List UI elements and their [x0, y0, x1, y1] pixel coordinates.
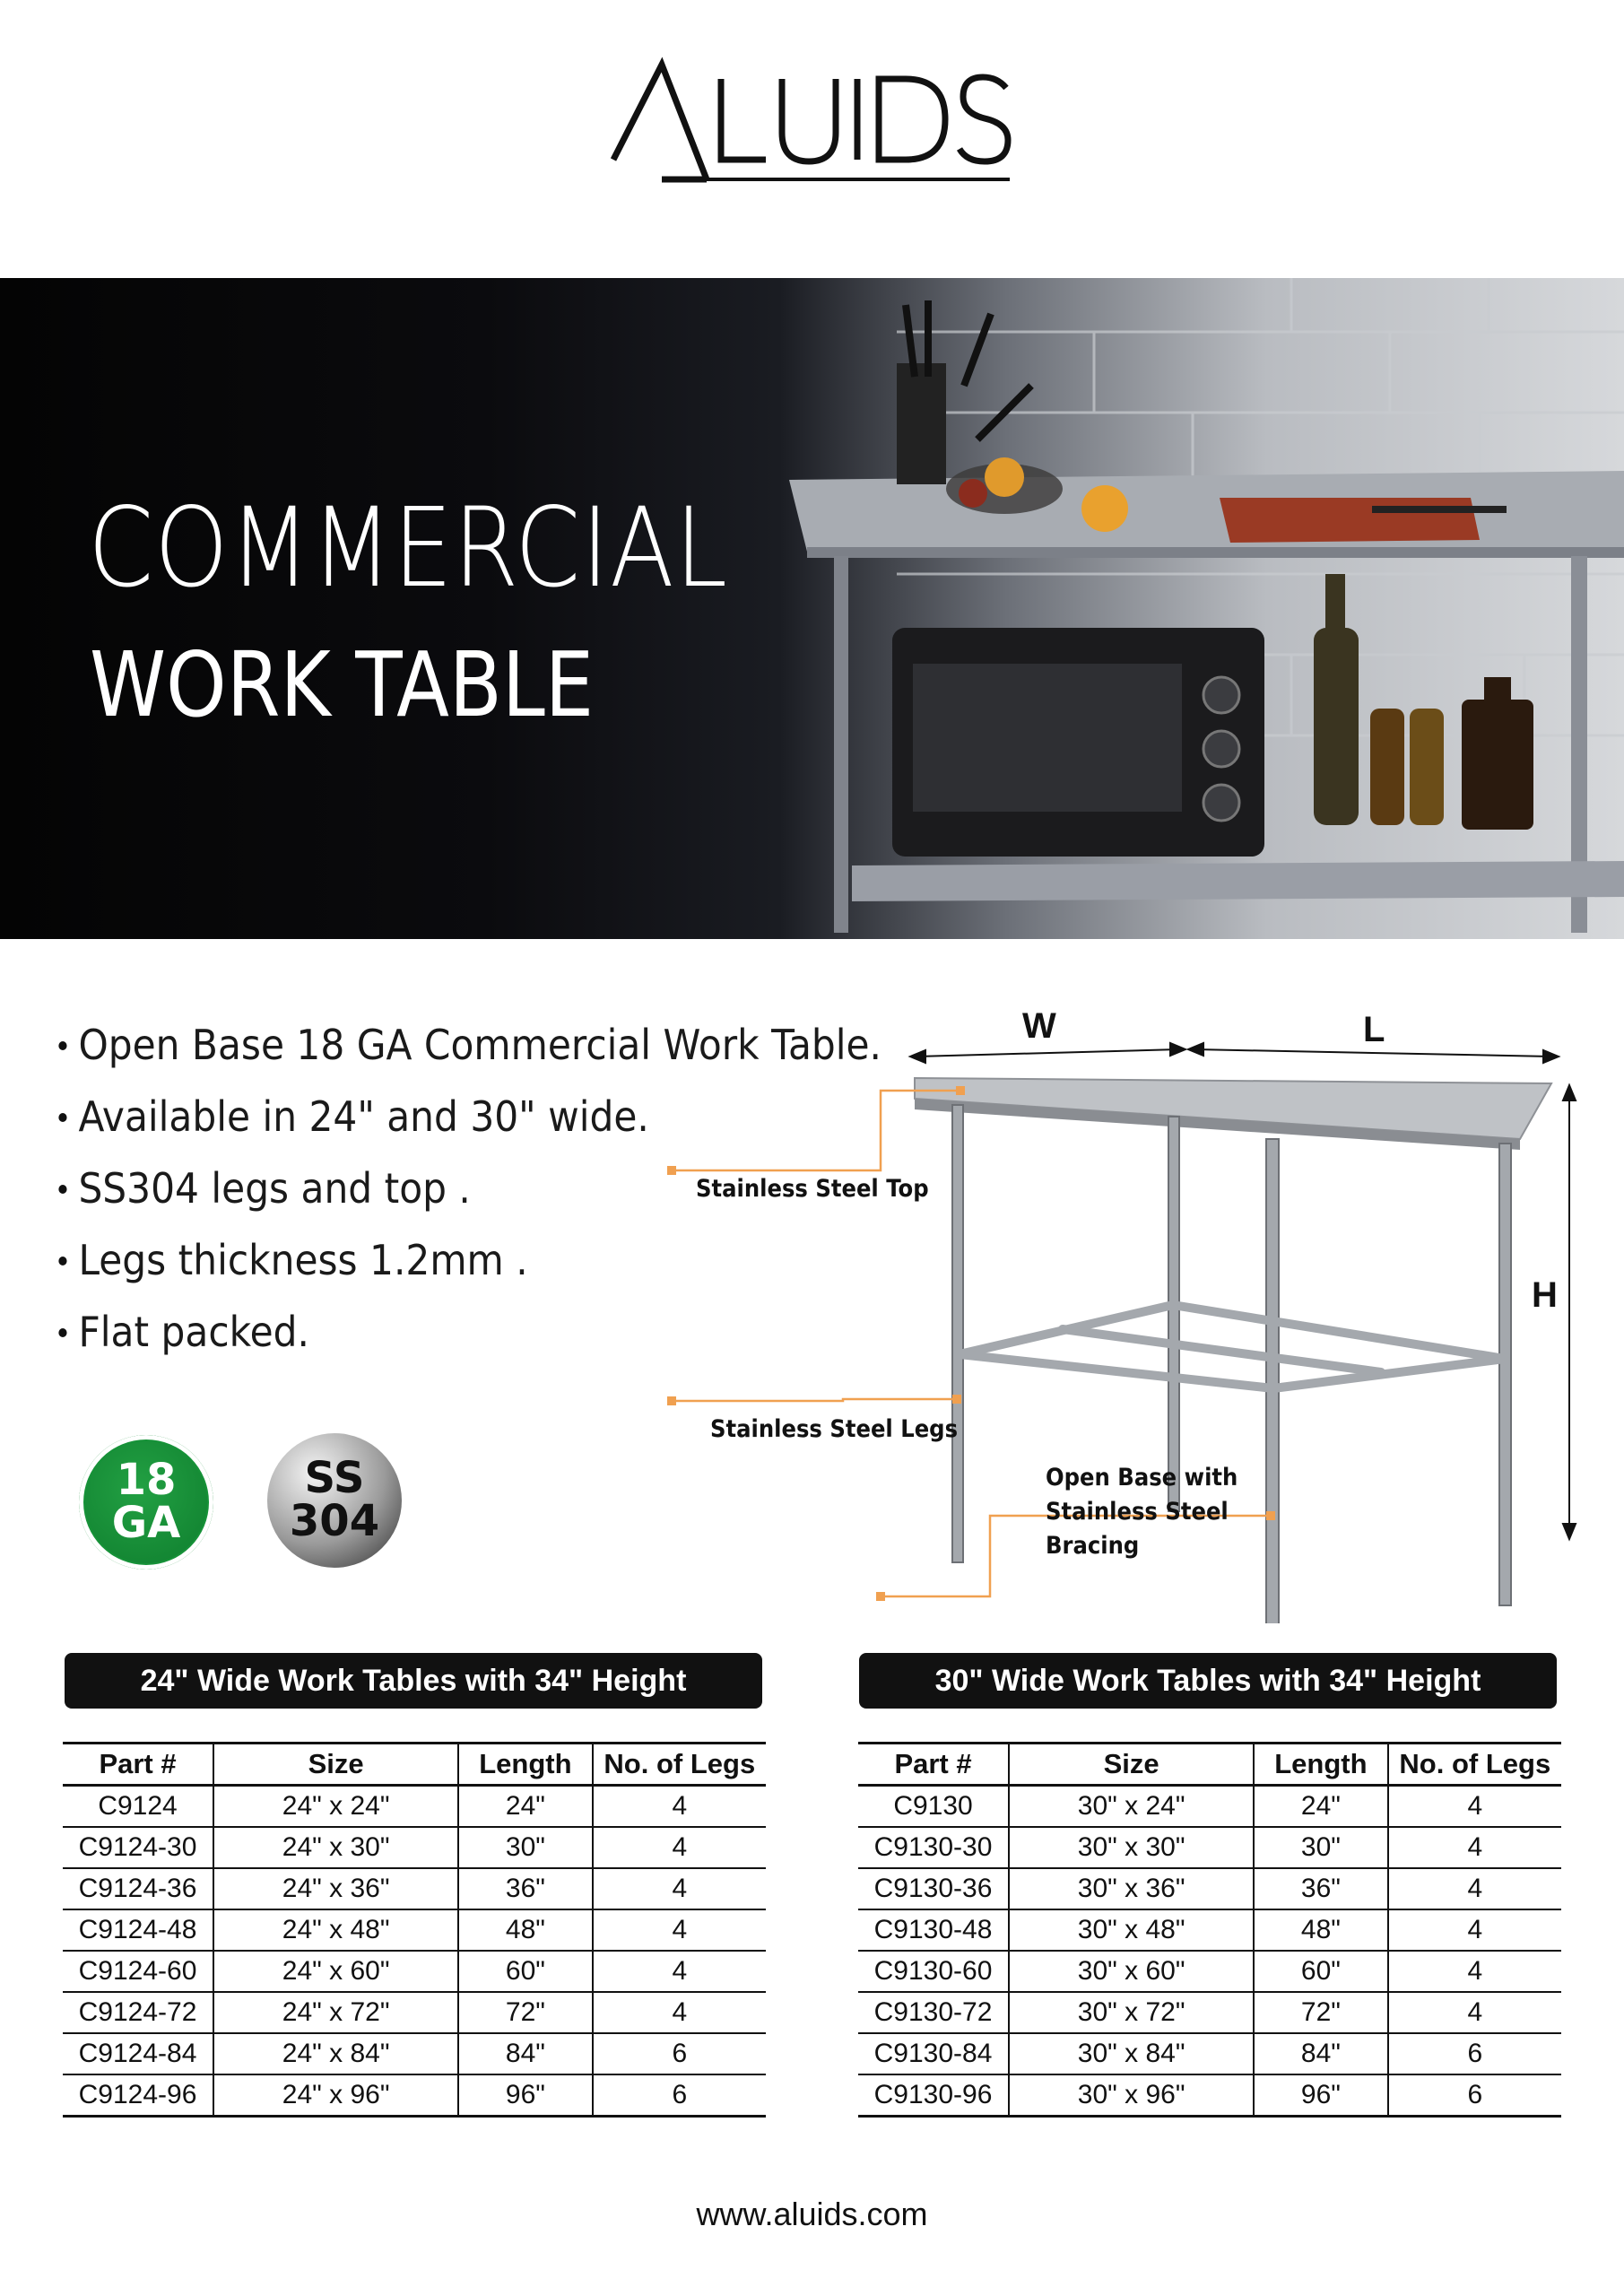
bullet-icon [58, 1041, 66, 1050]
cell-size: 30" x 60" [1009, 1951, 1254, 1992]
cell-length: 30" [458, 1827, 592, 1868]
cell-legs: 4 [593, 1992, 766, 2033]
cell-size: 24" x 96" [213, 2074, 458, 2117]
cell-part: C9130-36 [858, 1868, 1009, 1909]
table-row [858, 1827, 1561, 1868]
cell-length: 96" [458, 2074, 592, 2117]
cell-legs: 4 [593, 1786, 766, 1828]
cell-size: 24" x 48" [213, 1909, 458, 1951]
cell-legs: 4 [593, 1827, 766, 1868]
bullet-icon [58, 1328, 66, 1337]
material-badge-top: SS [304, 1453, 365, 1503]
material-badge-grade: 304 [289, 1496, 380, 1546]
table-row [63, 1827, 766, 1868]
cell-length: 84" [1254, 2033, 1387, 2074]
diagram-leg [952, 1105, 963, 1562]
cell-size: 24" x 84" [213, 2033, 458, 2074]
col-header-legs: No. of Legs [593, 1744, 766, 1786]
cell-size: 30" x 48" [1009, 1909, 1254, 1951]
bullet-icon [58, 1185, 66, 1194]
table-row [858, 2074, 1561, 2117]
cell-legs: 4 [1388, 1868, 1561, 1909]
cell-part: C9130-30 [858, 1827, 1009, 1868]
cell-length: 30" [1254, 1827, 1387, 1868]
table-row [858, 2033, 1561, 2074]
cell-part: C9130 [858, 1786, 1009, 1828]
table-diagram [664, 996, 1578, 1623]
table-row [63, 2033, 766, 2074]
apple [959, 479, 987, 508]
table-header-row [63, 1744, 766, 1786]
cell-part: C9124-60 [63, 1951, 213, 1992]
orange-on-table [1081, 485, 1128, 532]
callout-dot [1266, 1511, 1275, 1520]
label-stainless-legs: Stainless Steel Legs [710, 1415, 959, 1443]
col-header-legs: No. of Legs [1388, 1744, 1561, 1786]
bullet-icon [58, 1113, 66, 1122]
cell-size: 30" x 84" [1009, 2033, 1254, 2074]
cell-length: 36" [458, 1868, 592, 1909]
cell-legs: 4 [593, 1951, 766, 1992]
wine-bottle [1314, 628, 1359, 825]
material-badge [267, 1433, 402, 1568]
cell-legs: 4 [593, 1909, 766, 1951]
cell-legs: 4 [1388, 1786, 1561, 1828]
callout-dot [667, 1396, 676, 1405]
whiskey-bottle [1462, 700, 1533, 830]
table-row [63, 1868, 766, 1909]
cell-size: 24" x 60" [213, 1951, 458, 1992]
cell-legs: 6 [1388, 2074, 1561, 2117]
table-row [858, 1909, 1561, 1951]
cell-part: C9130-60 [858, 1951, 1009, 1992]
cell-length: 24" [458, 1786, 592, 1828]
callout-dot [876, 1592, 885, 1601]
cell-length: 24" [1254, 1786, 1387, 1828]
table-row [63, 1992, 766, 2033]
label-open-base-line3: Bracing [1046, 1532, 1140, 1560]
cell-part: C9124 [63, 1786, 213, 1828]
cell-size: 24" x 72" [213, 1992, 458, 2033]
cell-length: 36" [1254, 1868, 1387, 1909]
undershelf [852, 861, 1624, 901]
col-header-size: Size [213, 1744, 458, 1786]
hero-title-line2: WORK TABLE [90, 632, 595, 737]
table-row [858, 1992, 1561, 2033]
table-header-row [858, 1744, 1561, 1786]
col-header-length: Length [1254, 1744, 1387, 1786]
spec-table-24 [63, 1742, 766, 2118]
brand-logo [0, 54, 1624, 215]
knife-block [897, 363, 946, 484]
gauge-badge-number: 18 [116, 1455, 177, 1505]
cell-length: 72" [1254, 1992, 1387, 2033]
cell-length: 96" [1254, 2074, 1387, 2117]
col-header-size: Size [1009, 1744, 1254, 1786]
dimension-width: W [1022, 1006, 1056, 1046]
cell-length: 84" [458, 2033, 592, 2074]
feature-text: SS304 legs and top . [78, 1164, 471, 1213]
cutting-board [1220, 498, 1480, 543]
diagram-leg [1266, 1139, 1279, 1623]
table-leg [834, 556, 848, 933]
dimension-length: L [1363, 1010, 1385, 1049]
footer-url[interactable]: www.aluids.com [696, 2196, 928, 2232]
cell-legs: 4 [1388, 1827, 1561, 1868]
cell-part: C9124-30 [63, 1827, 213, 1868]
col-header-part: Part # [858, 1744, 1009, 1786]
oven-window [913, 664, 1182, 812]
label-stainless-top: Stainless Steel Top [696, 1175, 929, 1203]
table-row [858, 1868, 1561, 1909]
feature-text: Available in 24" and 30" wide. [78, 1092, 649, 1141]
cell-size: 30" x 30" [1009, 1827, 1254, 1868]
cell-length: 72" [458, 1992, 592, 2033]
feature-text: Flat packed. [78, 1308, 309, 1356]
hero-banner [0, 278, 1624, 939]
cell-legs: 6 [1388, 2033, 1561, 2074]
table-row [858, 1786, 1561, 1828]
cell-part: C9130-72 [858, 1992, 1009, 2033]
cell-size: 30" x 72" [1009, 1992, 1254, 2033]
cell-part: C9124-84 [63, 2033, 213, 2074]
cell-part: C9124-72 [63, 1992, 213, 2033]
table-row [63, 1786, 766, 1828]
cell-length: 48" [1254, 1909, 1387, 1951]
orange [985, 457, 1024, 497]
cell-size: 24" x 36" [213, 1868, 458, 1909]
cell-legs: 4 [593, 1868, 766, 1909]
label-open-base-line1: Open Base with [1046, 1464, 1238, 1492]
table-diagram-drawing [664, 996, 1578, 1623]
cell-legs: 4 [1388, 1909, 1561, 1951]
cell-legs: 4 [1388, 1951, 1561, 1992]
col-header-length: Length [458, 1744, 592, 1786]
table-row [858, 1951, 1561, 1992]
spec-table-30 [858, 1742, 1561, 2118]
feature-text: Open Base 18 GA Commercial Work Table. [78, 1021, 882, 1069]
aluids-wordmark [606, 54, 1019, 215]
cell-part: C9124-96 [63, 2074, 213, 2117]
callout-dot [956, 1086, 965, 1095]
cell-legs: 4 [1388, 1992, 1561, 2033]
table-row [63, 1951, 766, 1992]
table-24-title: 24" Wide Work Tables with 34" Height [65, 1653, 762, 1709]
cell-size: 30" x 24" [1009, 1786, 1254, 1828]
cell-size: 24" x 24" [213, 1786, 458, 1828]
beer-bottle [1410, 709, 1444, 825]
gauge-badge [79, 1435, 213, 1570]
cell-legs: 6 [593, 2033, 766, 2074]
table-row [63, 1909, 766, 1951]
dimension-height: H [1532, 1275, 1558, 1315]
table-row [63, 2074, 766, 2117]
table-30-title: 30" Wide Work Tables with 34" Height [859, 1653, 1557, 1709]
cell-length: 48" [458, 1909, 592, 1951]
bullet-icon [58, 1257, 66, 1265]
cell-legs: 6 [593, 2074, 766, 2117]
cell-length: 60" [458, 1951, 592, 1992]
table-top-edge [807, 547, 1624, 558]
callout-dot [667, 1166, 676, 1175]
cell-part: C9130-84 [858, 2033, 1009, 2074]
oven-knob [1203, 785, 1239, 821]
col-header-part: Part # [63, 1744, 213, 1786]
diagram-leg [1168, 1117, 1179, 1511]
cell-length: 60" [1254, 1951, 1387, 1992]
label-open-base-line2: Stainless Steel [1046, 1498, 1229, 1526]
hero-title-line1: COMMERCIAL [88, 484, 728, 612]
oven-knob [1203, 677, 1239, 713]
cell-part: C9124-48 [63, 1909, 213, 1951]
cell-size: 30" x 96" [1009, 2074, 1254, 2117]
cell-part: C9124-36 [63, 1868, 213, 1909]
oven-knob [1203, 731, 1239, 767]
cell-size: 30" x 36" [1009, 1868, 1254, 1909]
gauge-badge-unit: GA [111, 1498, 181, 1548]
beer-bottle [1370, 709, 1404, 825]
diagram-leg [1499, 1144, 1511, 1605]
cell-size: 24" x 30" [213, 1827, 458, 1868]
feature-text: Legs thickness 1.2mm . [78, 1236, 528, 1284]
cell-part: C9130-48 [858, 1909, 1009, 1951]
cell-part: C9130-96 [858, 2074, 1009, 2117]
callout-dot [952, 1395, 961, 1404]
